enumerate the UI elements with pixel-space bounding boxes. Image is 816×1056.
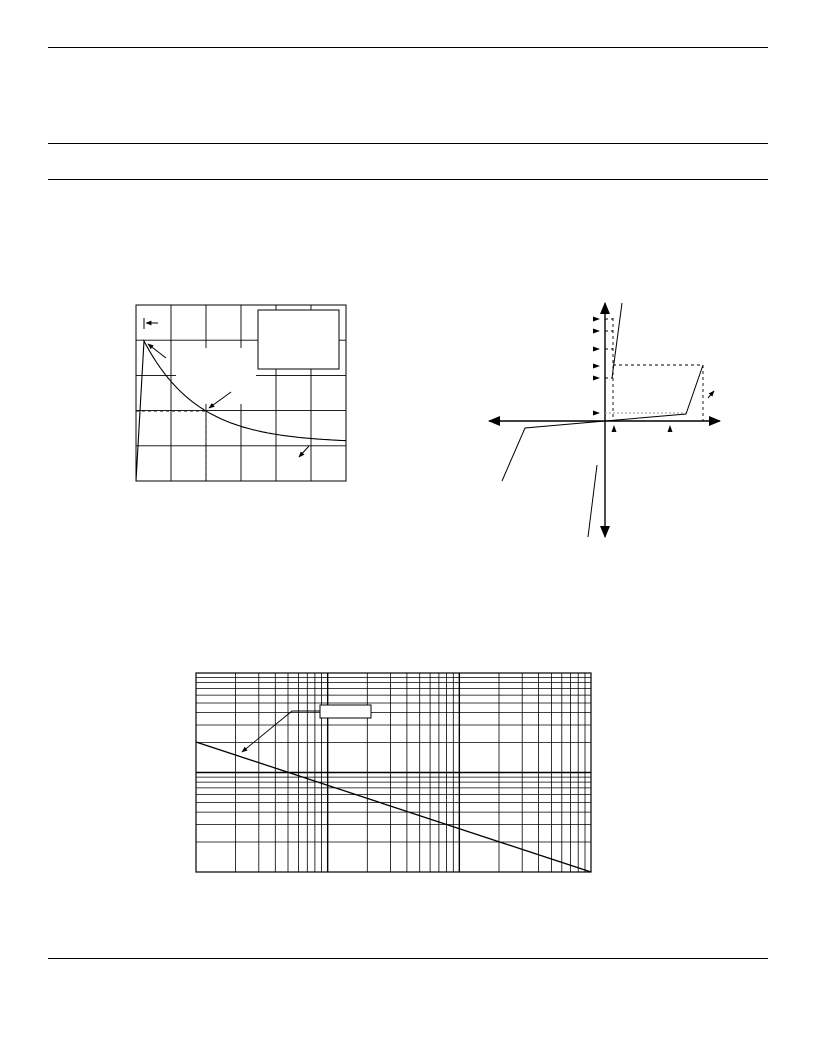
level-pointer-5 [593, 376, 600, 381]
blank-label-area [176, 348, 256, 404]
vi-characteristic-figure [489, 303, 720, 537]
log-plot-line [196, 742, 591, 872]
breakdown-pointer [708, 391, 714, 398]
level-pointer-2 [593, 329, 600, 334]
reverse-slope-line [588, 465, 597, 537]
level-pointer-3 [593, 347, 600, 352]
pulse-waveform-figure [136, 305, 346, 481]
decay-tail-arrow [299, 446, 309, 457]
level-pointer-6 [593, 411, 600, 416]
level-guide-dashes [605, 319, 613, 378]
level-pointer-1 [593, 317, 600, 322]
callout-leader [242, 711, 320, 752]
level-pointer-4 [593, 364, 600, 369]
log-grid [196, 673, 591, 872]
callout-box [320, 705, 371, 718]
voltage-pointer-1 [612, 425, 617, 432]
pulse-inset-box [258, 310, 339, 369]
peak-value-arrow [148, 344, 166, 358]
log-plot-figure [196, 673, 591, 872]
vi-curve [502, 365, 703, 481]
forward-slope-line [612, 303, 622, 378]
voltage-pointer-2 [668, 425, 673, 432]
